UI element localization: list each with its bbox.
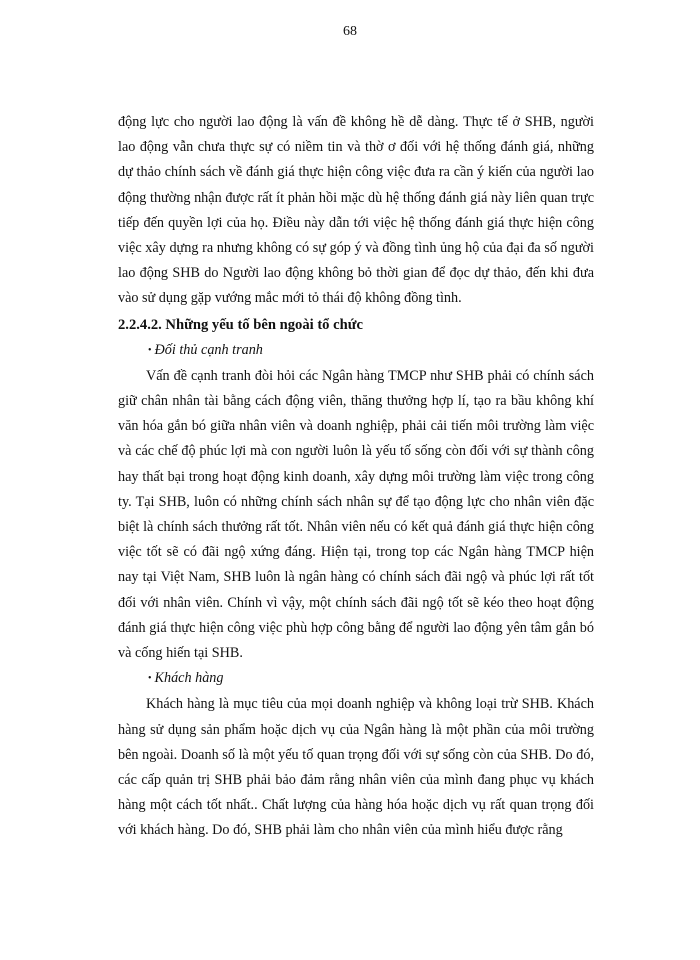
bullet-icon: • [148,673,152,685]
bullet-title: Khách hàng [154,670,224,687]
document-body [118,110,594,844]
paragraph: động lực cho người lao động là vấn đề không hề dễ dàng. Thực tế ở SHB, người lao động vẫn chưa thực sự có niềm tin và thờ ơ đối với hệ thống đánh giá, những dự thảo chính sách về đánh giá thực hiện công việc đưa ra cần ý kiến của người lao động thường nhận được rất ít phản hồi mặc dù hệ thống đánh giá này liên quan trực tiếp đến quyền lợi của họ. Điều này dẫn tới việc hệ thống đánh giá thực hiện công việc xây dựng ra nhưng không có sự góp ý và đồng tình ủng hộ của đại đa số người lao động SHB do Người lao động không bỏ thời gian để đọc dự thảo, đến khi đưa vào sử dụng gặp vướng mắc mới tỏ thái độ không đồng tình. [118,114,594,307]
bullet-item-customers [118,666,594,692]
paragraph: Khách hàng là mục tiêu của mọi doanh nghiệp và không loại trừ SHB. Khách hàng sử dụng sản phẩm hoặc dịch vụ của Ngân hàng là một phần của môi trường bên ngoài. Doanh số là một yếu tố quan trọng đối với sự sống còn của SHB. Do đó, các cấp quản trị SHB phải bảo đảm rằng nhân viên của mình đang phục vụ khách hàng một cách tốt nhất.. Chất lượng của hàng hóa hoặc dịch vụ rất quan trọng đối với khách hàng. Do đó, SHB phải làm cho nhân viên của mình hiểu được rằng [118,696,594,839]
bullet-item-competitors [118,338,594,364]
section-heading: 2.2.4.2. Những yếu tố bên ngoài tổ chức [118,316,363,333]
bullet-title: Đối thủ cạnh tranh [154,341,263,358]
page-number: 68 [343,24,357,39]
paragraph: Vấn đề cạnh tranh đòi hỏi các Ngân hàng TMCP như SHB phải có chính sách giữ chân nhân tài bằng cách động viên, thăng thưởng hợp lí, tạo ra bầu không khí văn hóa gắn bó giữa nhân viên và doanh nghiệp, phải cải tiến môi trường làm việc và các chế độ phúc lợi mà con người luôn là yếu tố sống còn đối với sự thành công hay thất bại trong hoạt động kinh doanh, xây dựng môi trường làm việc trong công ty. Tại SHB, luôn có những chính sách nhân sự để tạo động lực cho nhân viên đặc biệt là chính sách thưởng rất tốt. Nhân viên nếu có kết quả đánh giá thực hiện công việc tốt sẽ có đãi ngộ xứng đáng. Hiện tại, trong top các Ngân hàng TMCP hiện nay tại Việt Nam, SHB luôn là ngân hàng có chính sách đãi ngộ và phúc lợi rất tốt đối với nhân viên. Chính vì vậy, một chính sách đãi ngộ tốt sẽ kéo theo hoạt động đánh giá thực hiện công việc phù hợp công bằng để người lao động yên tâm gắn bó và cống hiến tại SHB. [118,367,594,662]
bullet-icon: • [148,344,152,356]
